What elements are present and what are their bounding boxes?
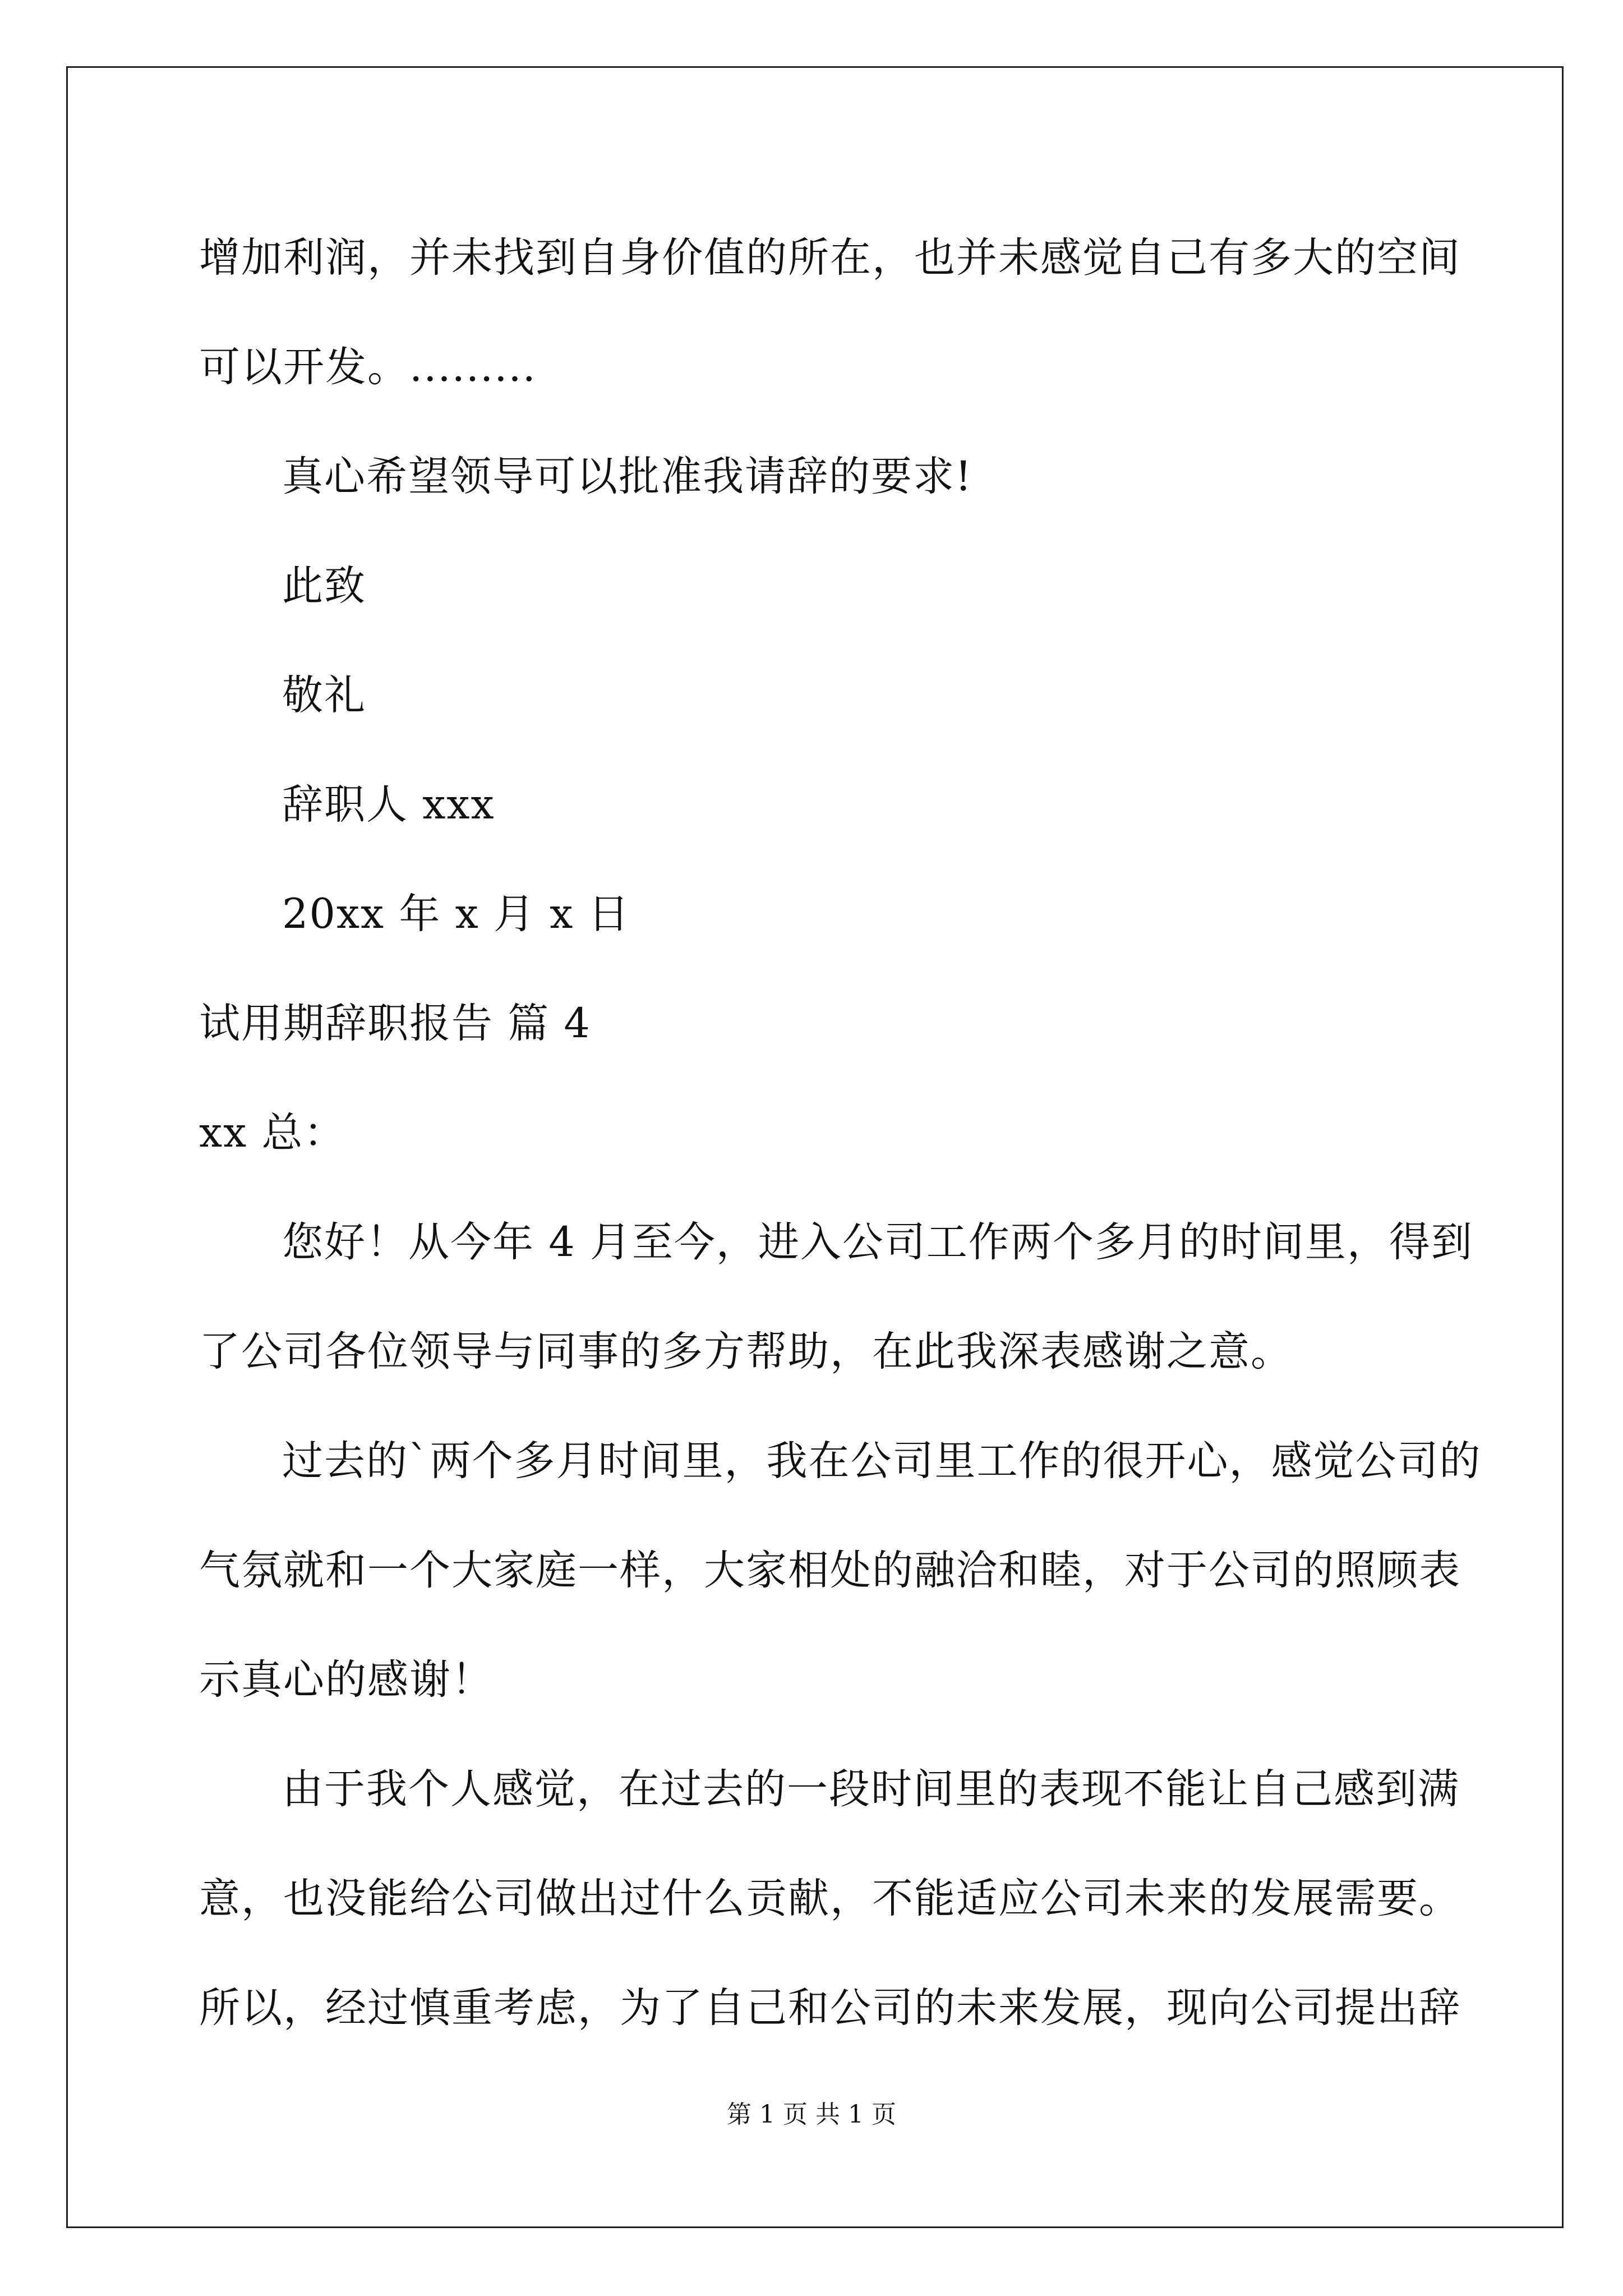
text-line: 由于我个人感觉，在过去的一段时间里的表现不能让自己感到满: [282, 1765, 1460, 1813]
closing-salutation: 此致: [282, 562, 366, 610]
page-footer: 第 1 页 共 1 页: [727, 2100, 896, 2129]
text-line: 所以，经过慎重考虑，为了自己和公司的未来发展，现向公司提出辞: [199, 1984, 1461, 2032]
text-line: 气氛就和一个大家庭一样，大家相处的融洽和睦，对于公司的照顾表: [199, 1547, 1461, 1594]
text-line: 增加利润，并未找到自身价值的所在，也并未感觉自己有多大的空间: [199, 234, 1461, 282]
text-line: 意，也没能给公司做出过什么贡献，不能适应公司未来的发展需要。: [199, 1875, 1461, 1922]
addressee-line: xx 总：: [199, 1109, 346, 1157]
date-line: 20xx 年 x 月 x 日: [282, 890, 630, 938]
text-line: 示真心的感谢！: [199, 1656, 494, 1704]
signature-line: 辞职人 xxx: [282, 781, 495, 829]
section-heading: 试用期辞职报告 篇 4: [199, 1000, 591, 1047]
text-line: 可以开发。.........: [199, 343, 537, 391]
text-line: 您好！从今年 4 月至今，进入公司工作两个多月的时间里，得到: [282, 1218, 1473, 1266]
text-line: 了公司各位领导与同事的多方帮助，在此我深表感谢之意。: [199, 1328, 1293, 1375]
closing-regards: 敬礼: [282, 671, 366, 719]
text-line: 过去的`两个多月时间里，我在公司里工作的很开心，感觉公司的: [282, 1437, 1482, 1485]
text-line: 真心希望领导可以批准我请辞的要求!: [282, 453, 973, 500]
